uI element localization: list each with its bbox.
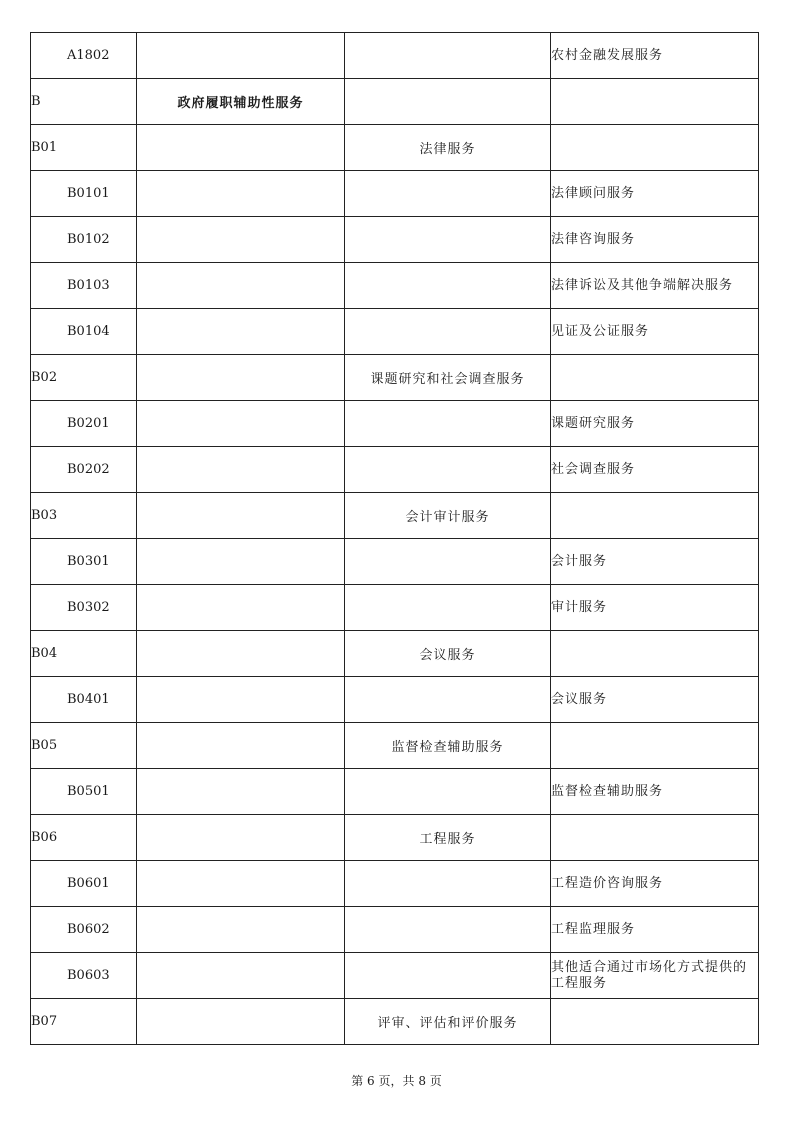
level3-category-name: 其他适合通过市场化方式提供的工程服务 (551, 953, 759, 999)
empty-cell (137, 33, 345, 79)
empty-cell (345, 769, 551, 815)
empty-cell (345, 539, 551, 585)
level3-category-name: 审计服务 (551, 585, 759, 631)
empty-cell (551, 79, 759, 125)
empty-cell (137, 585, 345, 631)
category-code: B0101 (31, 171, 137, 217)
table-row (31, 907, 759, 953)
level2-category-name: 法律服务 (345, 125, 551, 171)
category-code: B06 (31, 815, 137, 861)
empty-cell (137, 953, 345, 999)
category-code: B0201 (31, 401, 137, 447)
empty-cell (137, 769, 345, 815)
table-row (31, 815, 759, 861)
category-code: B0602 (31, 907, 137, 953)
category-code: B (31, 79, 137, 125)
category-code: B0301 (31, 539, 137, 585)
empty-cell (137, 815, 345, 861)
category-code: B05 (31, 723, 137, 769)
empty-cell (137, 125, 345, 171)
category-code: B0102 (31, 217, 137, 263)
table-row (31, 723, 759, 769)
category-code: B0103 (31, 263, 137, 309)
empty-cell (551, 125, 759, 171)
empty-cell (345, 447, 551, 493)
level3-category-name: 法律咨询服务 (551, 217, 759, 263)
table-row (31, 999, 759, 1045)
category-code: B04 (31, 631, 137, 677)
empty-cell (345, 33, 551, 79)
level3-category-name: 工程监理服务 (551, 907, 759, 953)
empty-cell (345, 677, 551, 723)
category-code: B01 (31, 125, 137, 171)
empty-cell (345, 171, 551, 217)
empty-cell (345, 585, 551, 631)
level3-category-name: 法律诉讼及其他争端解决服务 (551, 263, 759, 309)
category-code: B02 (31, 355, 137, 401)
empty-cell (137, 447, 345, 493)
table-row (31, 309, 759, 355)
empty-cell (137, 631, 345, 677)
category-code: B0601 (31, 861, 137, 907)
empty-cell (137, 999, 345, 1045)
level2-category-name: 监督检查辅助服务 (345, 723, 551, 769)
empty-cell (551, 493, 759, 539)
level1-category-name: 政府履职辅助性服务 (137, 79, 345, 125)
level3-category-name: 会计服务 (551, 539, 759, 585)
table-row (31, 217, 759, 263)
empty-cell (137, 907, 345, 953)
level3-category-name: 课题研究服务 (551, 401, 759, 447)
empty-cell (345, 861, 551, 907)
category-code: B0104 (31, 309, 137, 355)
service-catalog-table (30, 32, 759, 1045)
level3-category-name: 社会调查服务 (551, 447, 759, 493)
table-row (31, 585, 759, 631)
level2-category-name: 课题研究和社会调查服务 (345, 355, 551, 401)
category-code: B0501 (31, 769, 137, 815)
table-row (31, 539, 759, 585)
table-row (31, 401, 759, 447)
empty-cell (137, 171, 345, 217)
empty-cell (551, 999, 759, 1045)
empty-cell (345, 401, 551, 447)
empty-cell (137, 861, 345, 907)
level3-category-name: 法律顾问服务 (551, 171, 759, 217)
empty-cell (137, 309, 345, 355)
page-footer: 第 6 页，共 8 页 (351, 1074, 442, 1088)
table-row (31, 33, 759, 79)
empty-cell (345, 907, 551, 953)
empty-cell (345, 217, 551, 263)
catalog-body (31, 33, 759, 1045)
category-code: B0302 (31, 585, 137, 631)
table-row (31, 953, 759, 999)
empty-cell (137, 539, 345, 585)
empty-cell (551, 723, 759, 769)
empty-cell (345, 309, 551, 355)
level2-category-name: 会计审计服务 (345, 493, 551, 539)
empty-cell (345, 79, 551, 125)
level3-category-name: 见证及公证服务 (551, 309, 759, 355)
empty-cell (345, 953, 551, 999)
table-row (31, 631, 759, 677)
empty-cell (137, 401, 345, 447)
table-row (31, 263, 759, 309)
table-row (31, 769, 759, 815)
empty-cell (137, 355, 345, 401)
table-row (31, 171, 759, 217)
level2-category-name: 工程服务 (345, 815, 551, 861)
empty-cell (551, 815, 759, 861)
category-code: B07 (31, 999, 137, 1045)
table-row (31, 355, 759, 401)
empty-cell (137, 677, 345, 723)
level3-category-name: 会议服务 (551, 677, 759, 723)
level2-category-name: 会议服务 (345, 631, 551, 677)
table-row (31, 125, 759, 171)
level3-category-name: 监督检查辅助服务 (551, 769, 759, 815)
empty-cell (551, 355, 759, 401)
empty-cell (551, 631, 759, 677)
empty-cell (345, 263, 551, 309)
level3-category-name: 工程造价咨询服务 (551, 861, 759, 907)
empty-cell (137, 493, 345, 539)
level2-category-name: 评审、评估和评价服务 (345, 999, 551, 1045)
table-row (31, 447, 759, 493)
empty-cell (137, 263, 345, 309)
empty-cell (137, 217, 345, 263)
level3-category-name: 农村金融发展服务 (551, 33, 759, 79)
table-row (31, 79, 759, 125)
empty-cell (137, 723, 345, 769)
category-code: A1802 (31, 33, 137, 79)
category-code: B0401 (31, 677, 137, 723)
table-row (31, 861, 759, 907)
table-row (31, 677, 759, 723)
category-code: B03 (31, 493, 137, 539)
category-code: B0603 (31, 953, 137, 999)
table-row (31, 493, 759, 539)
category-code: B0202 (31, 447, 137, 493)
